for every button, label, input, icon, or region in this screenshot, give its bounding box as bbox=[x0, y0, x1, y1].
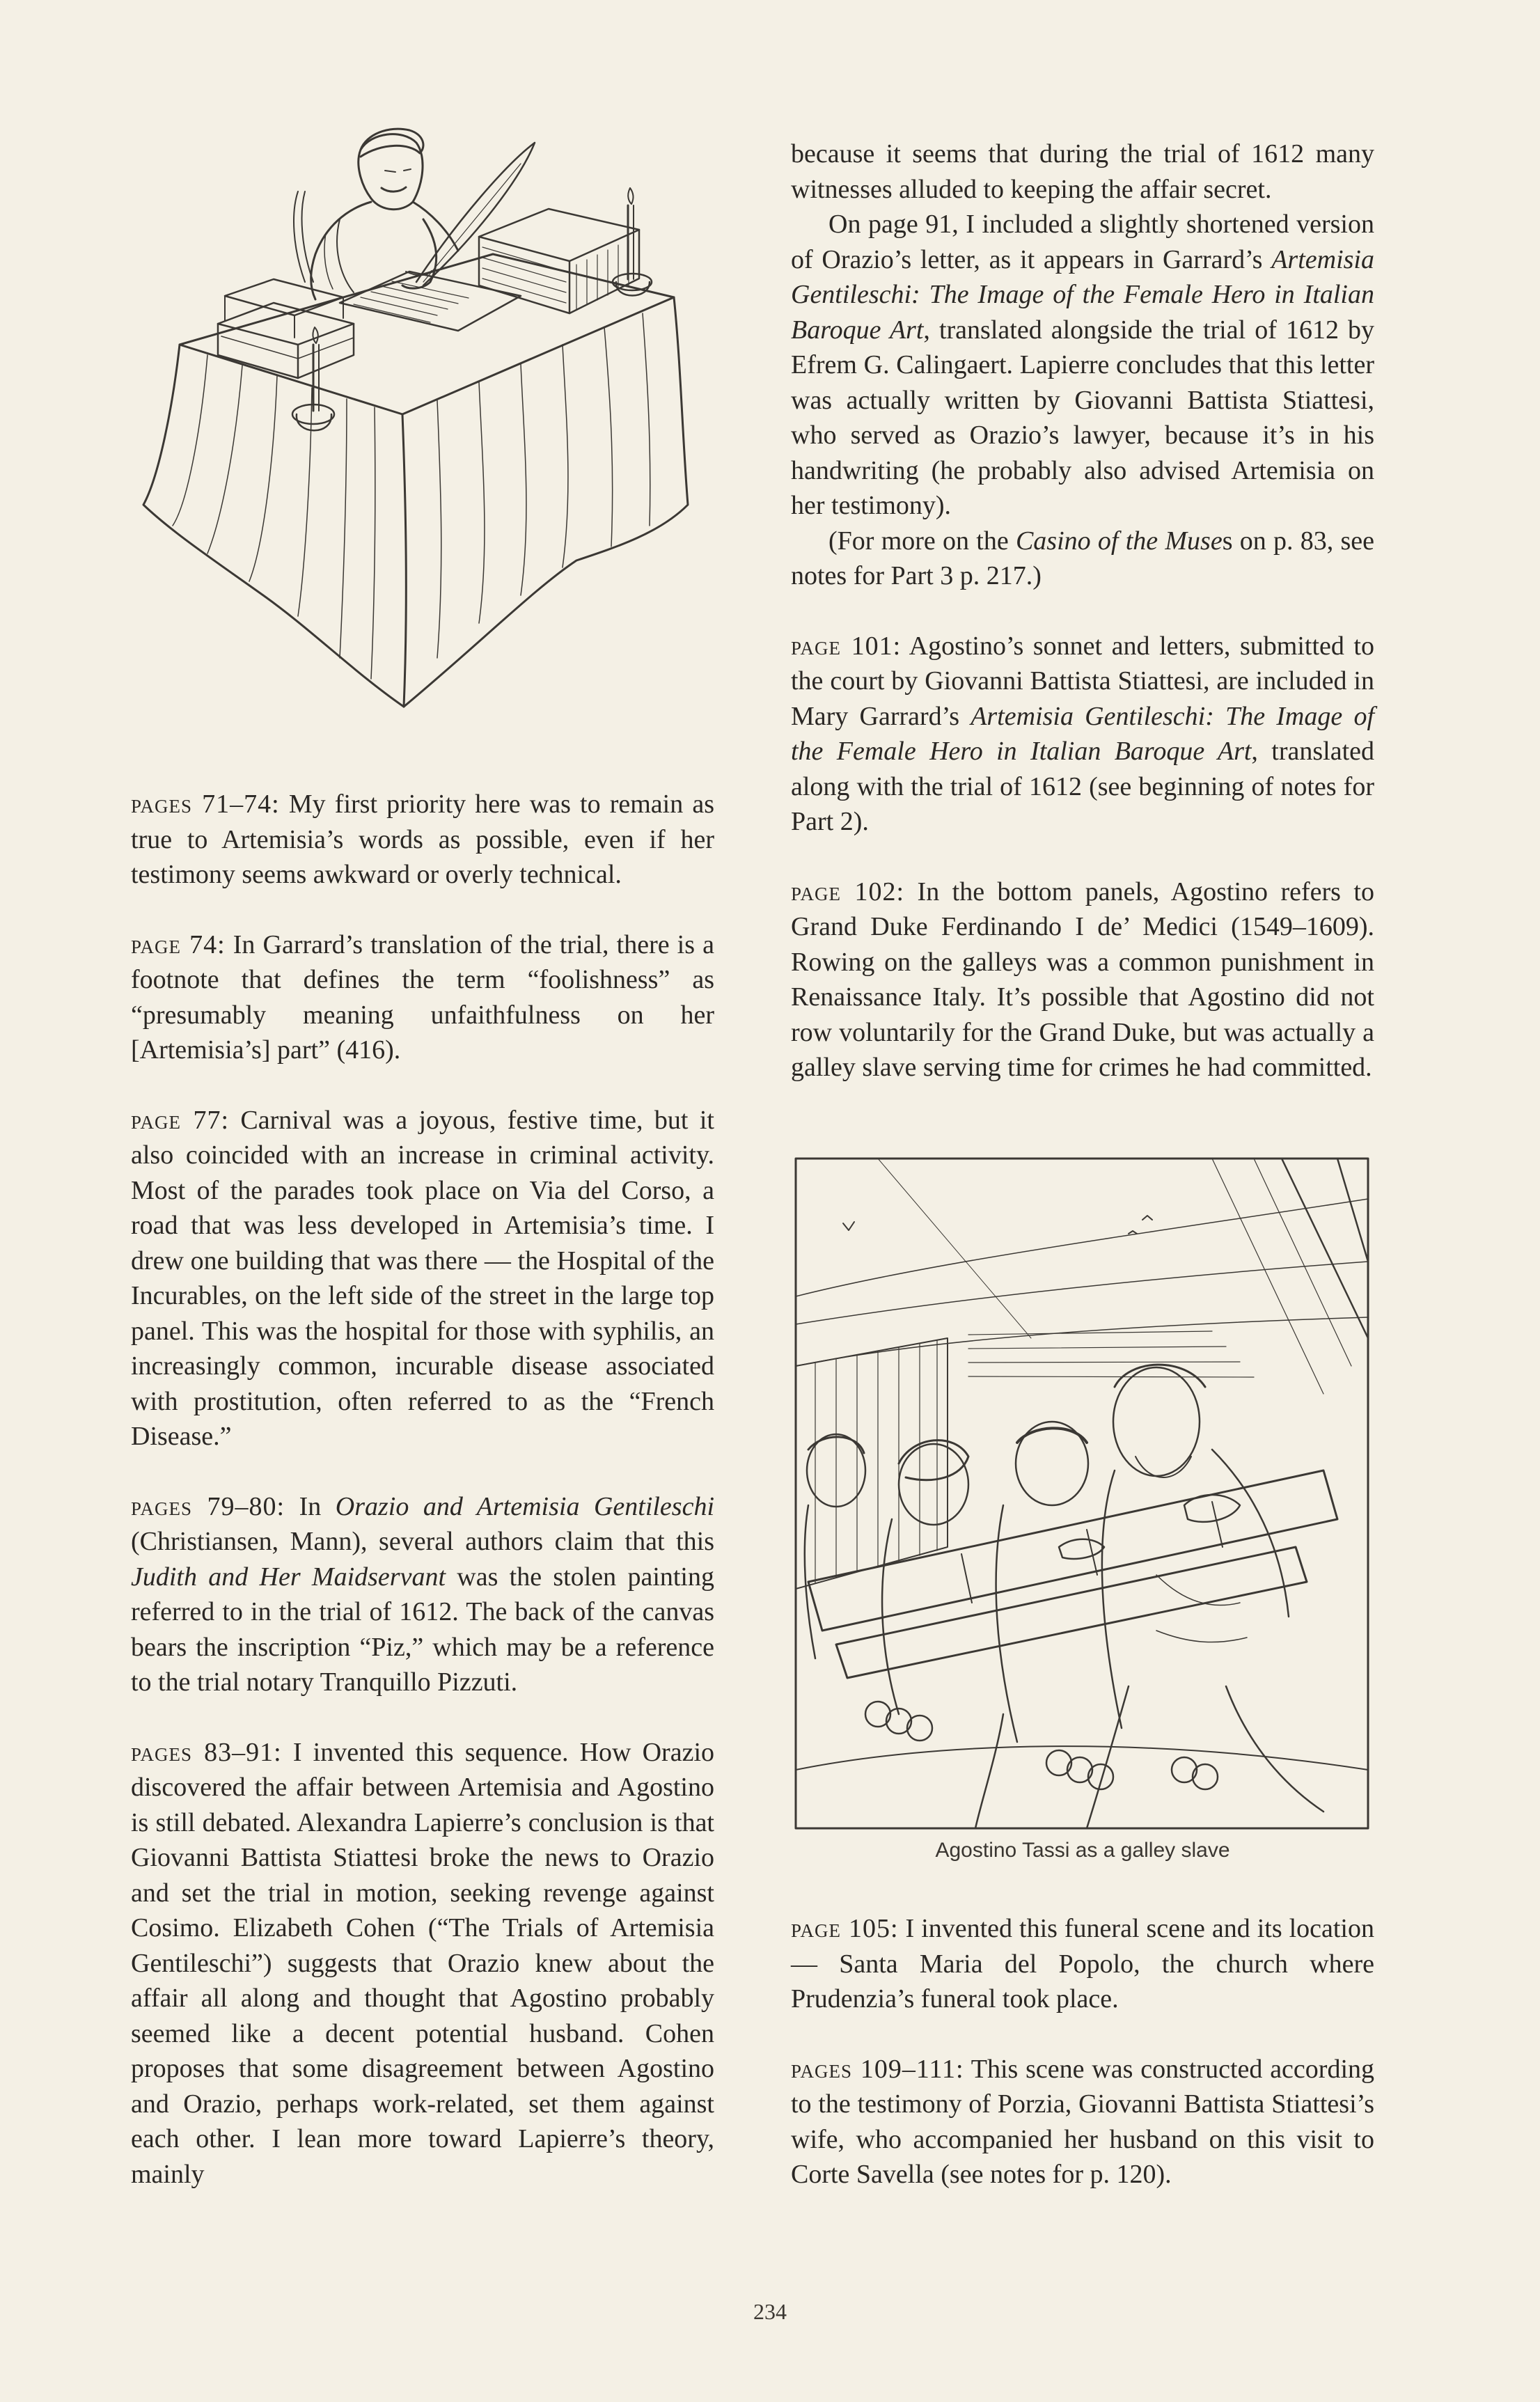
note-casino: (For more on the Casino of the Muses on p. 83, see notes for Part 3 p. 217.) bbox=[791, 526, 1374, 590]
galley-rowers-drawing bbox=[794, 1157, 1369, 1830]
note-pages-83-91: pages 83–91: I invented this sequence. How Orazio discovered the affair between Artemisia and Agostino is still debated. Alexandra Lapierre’s conclusion is that Giovanni Battista Stiattesi broke the news to Orazio and set the trial in motion, seeking revenge against Cosimo. Elizabeth Cohen (“The Trials of Artemisia Gentileschi”) suggests that Orazio knew about the affair all along and thought that Agostino probably seemed like a decent potential husband. Cohen proposes that some disagreement between Agostino and Orazio, perhaps work-related, set them against each other. I lean more toward Lapierre’s theory, mainly bbox=[131, 1737, 714, 2189]
note-page-91: On page 91, I included a slightly shortened version of Orazio’s letter, as it appears in Garrard’s Artemisia Gentileschi: The Image of the Female Hero in Italian Baroque Art, translated alongside the trial of 1612 by Efrem G. Calingaert. Lapierre concludes that this letter was actually written by Giovanni Battista Stiattesi, who served as Orazio’s lawyer, because it’s in his handwriting (he probably also advised Artemisia on her testimony). bbox=[791, 210, 1375, 520]
note-page-101: page 101: Agostino’s sonnet and letters, submitted to the court by Giovanni Battista Stiattesi, are included in Mary Garrard’s Artemisia Gentileschi: The Image of the Female Hero in Italian Baroque Art, translated along with the trial of 1612 (see beginning of notes for Part 2). bbox=[791, 631, 1374, 836]
galley-slave-illustration bbox=[794, 1157, 1369, 1830]
writer-at-desk-drawing bbox=[131, 115, 716, 721]
writer-at-desk-illustration bbox=[131, 115, 716, 721]
continuation-paragraph: because it seems that during the trial of 1612 many witnesses alluded to keeping the affair secret. bbox=[791, 139, 1374, 204]
note-page-74: page 74: In Garrard’s translation of the trial, there is a footnote that defines the term “foolishness” as “presumably meaning unfaithfulness on her [Artemisia’s] part” (416). bbox=[131, 929, 714, 1065]
note-pages-109-111: pages 109–111: This scene was constructed according to the testimony of Porzia, Giovanni Battista Stiattesi’s wife, who accompanied her husband on this visit to Corte Savella (see notes for p. 120). bbox=[791, 2054, 1375, 2189]
note-page-105: page 105: I invented this funeral scene and its location — Santa Maria del Popolo, the church where Prudenzia’s funeral took place. bbox=[791, 1914, 1374, 2014]
page-number: 234 bbox=[753, 2299, 787, 2324]
note-page-102: page 102: In the bottom panels, Agostino refers to Grand Duke Ferdinando I de’ Medici (1549–1609). Rowing on the galleys was a common punishment in Renaissance Italy. It’s possible that Agostino did not row voluntarily for the Grand Duke, but was actually a galley slave serving time for crimes he had committed. bbox=[791, 877, 1374, 1082]
illustration-caption: Agostino Tassi as a galley slave bbox=[935, 1839, 1230, 1862]
left-notes bbox=[131, 787, 714, 2192]
note-page-77: page 77: Carnival was a joyous, festive time, but it also coincided with an increase in criminal activity. Most of the parades took place on Via del Corso, a road that was less developed in Artemisia’s time. I drew one building that was there — the Hospital of the Incurables, on the left side of the street in the large top panel. This was the hospital for those with syphilis, an increasingly common, incurable disease associated with prostitution, often referred to as the “French Disease.” bbox=[131, 1105, 714, 1451]
note-pages-79-80: pages 79–80: In Orazio and Artemisia Gentileschi (Christiansen, Mann), several authors claim that this Judith and Her Maidservant was the stolen painting referred to in the trial of 1612. The back of the canvas bears the inscription “Piz,” which may be a reference to the trial notary Tranquillo Pizzuti. bbox=[131, 1491, 715, 1697]
right-notes-top bbox=[791, 136, 1374, 1085]
right-notes-bottom bbox=[791, 1911, 1374, 2192]
note-pages-71-74: pages 71–74: My first priority here was to remain as true to Artemisia’s words as possible, even if her testimony seems awkward or overly technical. bbox=[131, 790, 714, 889]
